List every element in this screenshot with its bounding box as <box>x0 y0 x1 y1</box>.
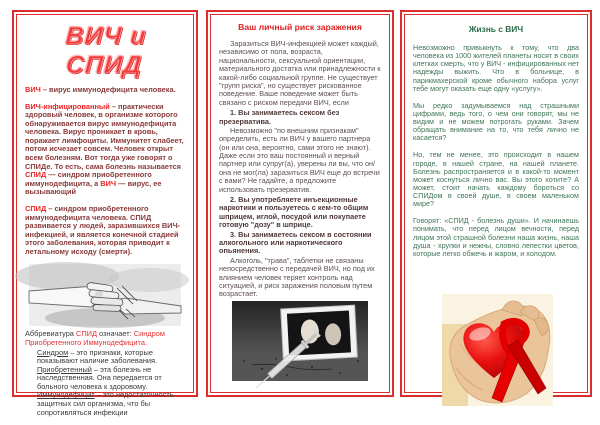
definition-word: Приобретенный <box>37 364 92 374</box>
risk-item-3-body: Алкоголь, "трава", таблетки не связаны непосредственно с передачей ВИЧ, но под их влиянием человек теряет контроль над ситуацией, и риск заражения половым путем возрастает. <box>219 255 375 299</box>
paragraph-hiv-infected <box>25 103 185 197</box>
paragraph-text: Аббревиатура <box>25 329 76 339</box>
term-hiv: ВИЧ <box>100 178 117 188</box>
term-aids: СПИД <box>25 203 47 213</box>
risk-item-2-title: 2. Вы употребляете инъекционные наркотики и пользуетесь с кем-то общим шприцем, иглой, посудой или покупаете готовую "дозу" в шприце. <box>219 195 369 230</box>
definition-word: Синдром <box>37 347 69 357</box>
brochure-panel-middle-inner <box>210 14 390 393</box>
paragraph-risk-intro: Заразиться ВИЧ-инфекцией может каждый, независимо от пола, возраста, национальности, сексуальной ориентации, материального достатка или принадлежности к какой-либо социальной группе. Не существует "групп риска", но существует рискованное поведение. Ваше поведение может быть связано с риском передачи ВИЧ, если <box>219 39 381 107</box>
brochure-panel-left <box>12 10 198 417</box>
paragraph-aids-definition <box>25 205 185 256</box>
paragraph-life-3: Но, тем не менее, это происходит в нашем городе, в нашей стране, на нашей планете. Болезнь распространяется и в какой-то момент может коснуться лично вас. Вы этого хотите? А может, стоит начать каждому бороться со СПИДом в своей душе, в своем маленьком мире? <box>413 150 579 209</box>
page-title: ВИЧ и СПИД <box>64 22 148 79</box>
definitions-list <box>37 349 185 418</box>
risk-item-3-title: 3. Вы занимаетесь сексом в состоянии алкогольного или наркотического опьянения. <box>219 229 372 256</box>
definition-syndrome <box>37 349 185 366</box>
section-title-personal-risk: Ваш личный риск заражения <box>238 22 362 32</box>
handshake-sketch-image <box>29 264 181 326</box>
paragraph-abbreviation <box>25 330 185 347</box>
definition-text: – это недостаточность защитных сил организма, что бы сопротивляться инфекции <box>37 390 174 417</box>
brochure-panel-right <box>400 10 592 397</box>
term-aids: СПИД <box>75 329 97 339</box>
paragraph-life-4: Говорят: «СПИД - болезнь души». И начинаешь понимать, что перед лицом вечности, перед лицом этой страшной болезни наша жизнь, наша душа - хрупки и нежны, словно лепестки цветов, которые легко обжечь и жаром, и холодом. <box>413 216 579 258</box>
definition-word: Иммунодефицит <box>37 390 95 400</box>
paragraph-text: – вирус иммунодефицита человека. <box>40 85 176 94</box>
term-hiv: ВИЧ <box>25 85 41 94</box>
definition-acquired <box>37 366 185 392</box>
term-hiv-infected: ВИЧ-инфицированный <box>25 101 110 111</box>
paragraph-text: — синдром приобретенного иммунодефицита, а <box>25 170 152 188</box>
paragraph-hiv-definition <box>25 86 185 95</box>
risk-item-1-body: Невозможно "по внешним признакам" определить, есть ли ВИЧ у вашего партнера (он или она, вероятно, сами этого не знают). Даже если это ваш постоянный и верный партнер или супруг(а), уверены ли вы, что он/она не мог(ла) заразиться ВИЧ еще до встречи с вами? Не гадайте, а предложите использовать презерватив. <box>219 125 380 194</box>
definition-immunodeficiency <box>37 391 185 417</box>
syringe-and-photo-image <box>232 301 368 381</box>
heart-and-ribbon-in-hands-image <box>442 294 553 406</box>
paragraph-text: — вирус, ее вызывающий <box>25 178 162 197</box>
paragraph-text: – синдром приобретенного иммунодефицита человека. СПИД развивается у людей, заразившихся ВИЧ-инфекцией, и является конечной стадией этого заболевания, которая приводит к летальному исходу (смерти). <box>25 203 181 256</box>
brochure-panel-middle <box>206 10 394 397</box>
definition-text: – эта болезнь не наследственная. Она передается от больного человека к здоровому. <box>37 364 162 391</box>
brochure-panel-left-inner <box>16 14 194 417</box>
paragraph-text: – практически здоровый человек, в организме которого обнаруживается вирус иммунодефицита человека. Вирус проникает в кровь, поражает лимфоциты. Иммунитет слабеет, потом исчезает совсем. Человек открыт всем болезням. Вот тогда уже говорят о СПИДе. То есть, сама болезнь называется <box>25 101 184 171</box>
paragraph-life-1: Невозможно привыкнуть к тому, что два человека из 1000 жителей планеты носят в своих клетках смерть, что у ВИЧ - инфицированных нет надежды выжить. Что в больнице, в парикмахерской кроме обычного набора услуг тебе могут оказать еще одну «услугу». <box>413 43 579 93</box>
risk-item-1-title: 1. Вы занимаетесь сексом без презерватива. <box>219 108 340 126</box>
definition-text: – это признаки, которые показывают наличие заболевания. <box>37 347 158 366</box>
term-aids-full: Синдром Приобретенного Иммунодефицита. <box>25 329 165 347</box>
paragraph-text: означает: <box>96 329 134 339</box>
section-title-life-with-hiv: Жизнь с ВИЧ <box>468 24 524 34</box>
term-aids: СПИД <box>25 170 47 180</box>
paragraph-life-2: Мы редко задумываемся над страшными цифрами, ведь того, о чем они говорят, мы не видим и не можем потрогать руками. Зачем обращать внимание на то, что тебя лично не касается? <box>413 100 579 143</box>
